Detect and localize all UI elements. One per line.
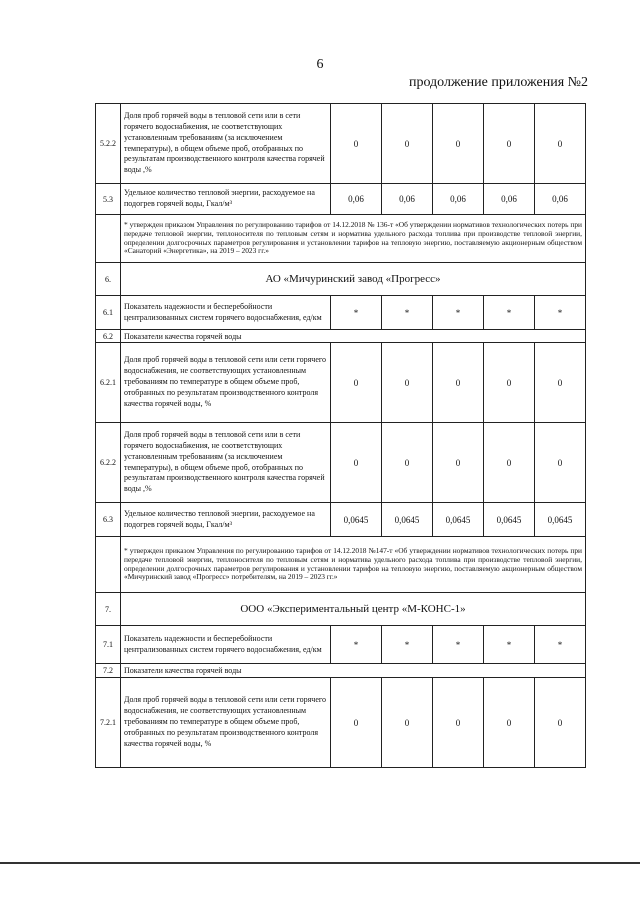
tariff-order-note: * утвержден приказом Управления по регулированию тарифов от 14.12.2018 № 136-т «Об утверждении нормативов технологических потерь при передаче тепловой энергии, теплоносителя по тепловым сетям и норматива удельного расхода топлива при производстве тепловой энергии, определении долгосрочных параметров регулирования и установлении тарифов на тепловую энергию, поставляемую акционерным обществом «Санаторий «Энергетика», на 2019 – 2023 гг.» — [121, 215, 586, 263]
value-cell: 0 — [484, 343, 535, 423]
value-cell: 0 — [535, 678, 586, 768]
table-row-7-2 — [96, 664, 586, 678]
appendix-continuation-label: продолжение приложения №2 — [408, 75, 588, 90]
section-number: 6. — [96, 263, 121, 296]
value-cell: 0 — [331, 423, 382, 503]
indicator-name: Доля проб горячей воды в тепловой сети или сети горячего водоснабжения, не соответствующих установленным требованиям по температуре в общем объеме проб, отобранных по результатам производственного контроля качества горячей воды, % — [121, 343, 331, 423]
value-cell: 0 — [535, 343, 586, 423]
row-number: 7.2.1 — [96, 678, 121, 768]
subsection-title: Показатели качества горячей воды — [121, 330, 586, 343]
value-cell: 0 — [484, 423, 535, 503]
section-number: 7. — [96, 593, 121, 626]
value-cell: 0 — [331, 343, 382, 423]
value-cell: 0 — [382, 104, 433, 184]
value-cell: 0,06 — [433, 184, 484, 215]
row-number: 5.3 — [96, 184, 121, 215]
table-row-note-5 — [96, 215, 586, 263]
organization-name: ООО «Экспериментальный центр «М-КОНС-1» — [121, 593, 586, 626]
value-cell: * — [433, 296, 484, 330]
value-cell: 0,06 — [331, 184, 382, 215]
value-cell: * — [535, 626, 586, 664]
table-row-6-2 — [96, 330, 586, 343]
value-cell: 0 — [382, 343, 433, 423]
indicator-name: Показатель надежности и бесперебойности централизованных систем горячего водоснабжения, ед/км — [121, 626, 331, 664]
table-row-organization-6 — [96, 263, 586, 296]
value-cell: 0,0645 — [484, 503, 535, 537]
row-number: 6.2 — [96, 330, 121, 343]
page-bottom-rule — [0, 862, 640, 864]
value-cell: 0 — [382, 423, 433, 503]
indicator-name: Доля проб горячей воды в тепловой сети или в сети горячего водоснабжения, не соответствующих установленным требованиям (за исключением температуры), в общем объеме проб, отобранных по результатам производственного контроля качества горячей воды ,% — [121, 104, 331, 184]
table-row-5-2-2 — [96, 104, 586, 184]
indicator-name: Показатель надежности и бесперебойности централизованных систем горячего водоснабжения, ед/км — [121, 296, 331, 330]
value-cell: 0,06 — [535, 184, 586, 215]
table-row-6-2-1 — [96, 343, 586, 423]
value-cell: 0 — [433, 104, 484, 184]
row-number: 6.2.1 — [96, 343, 121, 423]
row-number: 5.2.2 — [96, 104, 121, 184]
indicator-name: Удельное количество тепловой энергии, расходуемое на подогрев горячей воды, Гкал/м³ — [121, 184, 331, 215]
table-row-5-3 — [96, 184, 586, 215]
row-number: 7.1 — [96, 626, 121, 664]
indicator-name: Доля проб горячей воды в тепловой сети или сети горячего водоснабжения, не соответствующих установленным требованиям по температуре в общем объеме проб, отобранных по результатам производственного контроля качества горячей воды, % — [121, 678, 331, 768]
value-cell: * — [331, 626, 382, 664]
page-number: 6 — [316, 57, 324, 72]
value-cell: * — [535, 296, 586, 330]
value-cell: * — [484, 296, 535, 330]
row-number: 6.3 — [96, 503, 121, 537]
value-cell: 0,06 — [484, 184, 535, 215]
value-cell: 0 — [331, 678, 382, 768]
indicator-name: Доля проб горячей воды в тепловой сети или в сети горячего водоснабжения, не соответствующих установленным требованиям (за исключением температуры), в общем объеме проб, отобранных по результатам производственного контроля качества горячей воды ,% — [121, 423, 331, 503]
table-row-7-1 — [96, 626, 586, 664]
value-cell: 0 — [433, 423, 484, 503]
indicator-name: Удельное количество тепловой энергии, расходуемое на подогрев горячей воды, Гкал/м³ — [121, 503, 331, 537]
indicators-table — [95, 103, 586, 768]
value-cell: * — [433, 626, 484, 664]
value-cell: 0,06 — [382, 184, 433, 215]
organization-name: АО «Мичуринский завод «Прогресс» — [121, 263, 586, 296]
value-cell: * — [382, 296, 433, 330]
value-cell: 0 — [433, 678, 484, 768]
value-cell: * — [331, 296, 382, 330]
value-cell: 0 — [382, 678, 433, 768]
value-cell: 0 — [433, 343, 484, 423]
value-cell: 0,0645 — [331, 503, 382, 537]
table-row-6-3 — [96, 503, 586, 537]
table-row-note-6 — [96, 537, 586, 593]
table-row-6-2-2 — [96, 423, 586, 503]
value-cell: 0 — [535, 104, 586, 184]
tariff-order-note: * утвержден приказом Управления по регулированию тарифов от 14.12.2018 №147-т «Об утверждении нормативов технологических потерь при передаче тепловой энергии, теплоносителя по тепловым сетям и норматива удельного расхода топлива при производстве тепловой энергии, определении долгосрочных параметров регулирования и установлении тарифов на тепловую энергию, поставляемую акционерным обществом «Мичуринский завод «Прогресс» потребителям, на 2019 – 2023 гг.» — [121, 537, 586, 593]
value-cell: 0,0645 — [382, 503, 433, 537]
table-row-7-2-1 — [96, 678, 586, 768]
value-cell: 0,0645 — [535, 503, 586, 537]
row-number: 6.1 — [96, 296, 121, 330]
value-cell: 0 — [535, 423, 586, 503]
table-row-organization-7 — [96, 593, 586, 626]
value-cell: 0 — [331, 104, 382, 184]
table-row-6-1 — [96, 296, 586, 330]
value-cell: * — [484, 626, 535, 664]
row-number: 6.2.2 — [96, 423, 121, 503]
empty-cell — [96, 215, 121, 263]
value-cell: 0 — [484, 104, 535, 184]
value-cell: 0,0645 — [433, 503, 484, 537]
subsection-title: Показатели качества горячей воды — [121, 664, 586, 678]
value-cell: 0 — [484, 678, 535, 768]
empty-cell — [96, 537, 121, 593]
value-cell: * — [382, 626, 433, 664]
row-number: 7.2 — [96, 664, 121, 678]
